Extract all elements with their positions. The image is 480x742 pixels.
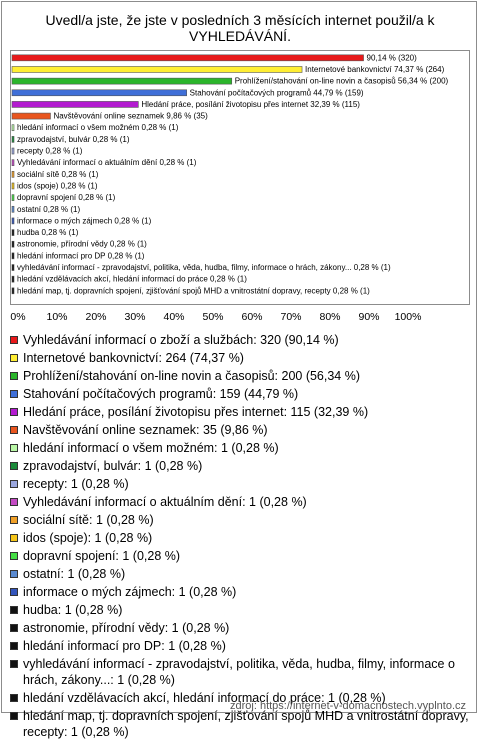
- legend-item: [10, 708, 472, 740]
- legend-swatch: [10, 516, 18, 524]
- bar-label-0: 90,14 % (320): [366, 53, 417, 63]
- bar-2: [12, 78, 232, 84]
- legend-item: [10, 494, 472, 510]
- legend-item: [10, 404, 472, 420]
- bar-label-16: astronomie, přírodní vědy 0,28 % (1): [17, 239, 147, 249]
- legend-label: Hledání práce, posílání životopisu přes internet: 115 (32,39 %): [23, 405, 369, 419]
- legend-item: [10, 620, 472, 636]
- bar-12: [12, 195, 14, 201]
- legend-swatch: [10, 390, 18, 398]
- bar-label-17: hledání informací pro DP 0,28 % (1): [17, 251, 145, 261]
- legend-item: [10, 530, 472, 546]
- x-tick-label: 100%: [394, 311, 422, 323]
- legend-label: informace o mých zájmech: 1 (0,28 %): [23, 585, 237, 599]
- bar-label-7: zpravodajství, bulvár 0,28 % (1): [17, 134, 130, 144]
- bar-label-4: Hledání práce, posílání životopisu přes internet 32,39 % (115): [141, 99, 360, 109]
- legend-item: [10, 350, 472, 366]
- bar-label-12: dopravní spojení 0,28 % (1): [17, 193, 116, 203]
- bar-label-11: idos (spoje) 0,28 % (1): [17, 181, 98, 191]
- legend-label: astronomie, přírodní vědy: 1 (0,28 %): [23, 621, 230, 635]
- bar-10: [12, 171, 14, 177]
- legend-label: Vyhledávání informací o zboží a službách: 320 (90,14 %): [23, 333, 339, 347]
- legend-label: Navštěvování online seznamek: 35 (9,86 %): [23, 423, 268, 437]
- source-note: zdroj: https://internet-v-domacnostech.vyplnto.cz: [230, 700, 466, 712]
- bar-label-6: hledání informací o všem možném 0,28 % (1): [17, 123, 179, 133]
- legend-swatch: [10, 570, 18, 578]
- legend-item: [10, 422, 472, 438]
- legend-label: Internetové bankovnictví: 264 (74,37 %): [23, 351, 244, 365]
- legend-swatch: [10, 498, 18, 506]
- legend-label: sociální sítě: 1 (0,28 %): [23, 513, 154, 527]
- legend-item: [10, 566, 472, 582]
- legend-item: [10, 368, 472, 384]
- legend-swatch: [10, 712, 18, 720]
- legend-swatch: [10, 462, 18, 470]
- bar-14: [12, 218, 14, 224]
- legend-label: Vyhledávání informací o aktuálním dění: 1 (0,28 %): [23, 495, 307, 509]
- bar-9: [12, 160, 14, 166]
- bar-16: [12, 241, 14, 247]
- legend-swatch: [10, 534, 18, 542]
- bar-18: [12, 265, 14, 271]
- legend-label: recepty: 1 (0,28 %): [23, 477, 129, 491]
- bar-chart: [0, 0, 480, 330]
- x-tick-label: 80%: [319, 311, 341, 323]
- legend-swatch: [10, 660, 18, 668]
- bar-5: [12, 113, 50, 119]
- legend-label: zpravodajství, bulvár: 1 (0,28 %): [23, 459, 203, 473]
- bar-label-15: hudba 0,28 % (1): [17, 228, 79, 238]
- bar-label-5: Navštěvování online seznamek 9,86 % (35): [53, 111, 208, 121]
- legend-label: Stahování počítačových programů: 159 (44,79 %): [23, 387, 299, 401]
- legend-label: ostatní: 1 (0,28 %): [23, 567, 126, 581]
- legend-swatch: [10, 606, 18, 614]
- legend-label: Prohlížení/stahování on-line novin a časopisů: 200 (56,34 %): [23, 369, 361, 383]
- x-tick-label: 10%: [46, 311, 68, 323]
- bar-1: [12, 66, 302, 72]
- bar-19: [12, 276, 14, 282]
- legend-item: [10, 332, 472, 348]
- legend-swatch: [10, 588, 18, 596]
- legend-label: hudba: 1 (0,28 %): [23, 603, 123, 617]
- legend-item: [10, 476, 472, 492]
- legend-swatch: [10, 426, 18, 434]
- legend-label: idos (spoje): 1 (0,28 %): [23, 531, 153, 545]
- legend-swatch: [10, 694, 18, 702]
- x-tick-label: 90%: [358, 311, 380, 323]
- legend-swatch: [10, 408, 18, 416]
- bar-label-3: Stahování počítačových programů 44,79 % (159): [189, 88, 364, 98]
- legend-item: [10, 656, 472, 688]
- bar-3: [12, 90, 187, 96]
- bar-7: [12, 136, 14, 142]
- legend-label: vyhledávání informací - zpravodajství, politika, věda, hudba, filmy, informace o hrách, zákony...: 1 (0,28 %): [23, 657, 455, 687]
- legend-item: [10, 440, 472, 456]
- legend-item: [10, 458, 472, 474]
- bar-label-18: vyhledávání informací - zpravodajství, politika, věda, hudba, filmy, informace o hrách, zákony... 0,28 % (1): [17, 263, 391, 273]
- x-tick-label: 70%: [280, 311, 302, 323]
- bar-label-14: informace o mých zájmech 0,28 % (1): [17, 216, 152, 226]
- legend-swatch: [10, 480, 18, 488]
- legend-swatch: [10, 336, 18, 344]
- bar-label-1: Internetové bankovnictví 74,37 % (264): [305, 64, 445, 74]
- legend-item: [10, 386, 472, 402]
- bar-13: [12, 206, 14, 212]
- x-tick-label: 50%: [202, 311, 224, 323]
- legend-swatch: [10, 372, 18, 380]
- legend-swatch: [10, 444, 18, 452]
- legend-label: dopravní spojení: 1 (0,28 %): [23, 549, 181, 563]
- legend-label: hledání informací pro DP: 1 (0,28 %): [23, 639, 226, 653]
- bar-15: [12, 230, 14, 236]
- bar-label-20: hledání map, tj. dopravních spojení, zjišťování spojů MHD a vnitrostátní dopravy, recepty 0,28 % (1): [17, 286, 370, 296]
- bar-4: [12, 101, 138, 107]
- x-tick-label: 0%: [10, 311, 26, 323]
- legend-label: hledání informací o všem možném: 1 (0,28 %): [23, 441, 279, 455]
- bar-label-9: Vyhledávání informací o aktuálním dění 0,28 % (1): [17, 158, 197, 168]
- legend-label: hledání map, tj. dopravních spojení, zjišťování spojů MHD a vnitrostátní dopravy, recepty: 1 (0,28 %): [23, 709, 469, 739]
- legend-item: [10, 602, 472, 618]
- bar-17: [12, 253, 14, 259]
- bar-20: [12, 288, 14, 294]
- legend-item: [10, 638, 472, 654]
- x-tick-label: 60%: [241, 311, 263, 323]
- legend-swatch: [10, 624, 18, 632]
- legend-item: [10, 584, 472, 600]
- bar-0: [12, 55, 364, 61]
- legend-label: hledání vzdělávacích akcí, hledání informací do práce: 1 (0,28 %): [23, 691, 386, 705]
- bar-label-10: sociální sítě 0,28 % (1): [17, 169, 99, 179]
- legend-swatch: [10, 354, 18, 362]
- x-tick-label: 30%: [124, 311, 146, 323]
- legend-item: [10, 512, 472, 528]
- bar-label-13: ostatní 0,28 % (1): [17, 204, 81, 214]
- bar-label-2: Prohlížení/stahování on-line novin a časopisů 56,34 % (200): [234, 76, 449, 86]
- bar-label-8: recepty 0,28 % (1): [17, 146, 83, 156]
- legend: [10, 332, 472, 742]
- bar-8: [12, 148, 14, 154]
- x-tick-label: 40%: [163, 311, 185, 323]
- bar-11: [12, 183, 14, 189]
- chart-title: Uvedl/a jste, že jste v posledních 3 měsících internet použil/a k VYHLEDÁVÁNÍ.: [45, 12, 435, 44]
- legend-swatch: [10, 552, 18, 560]
- bar-6: [12, 125, 14, 131]
- x-tick-label: 20%: [85, 311, 107, 323]
- legend-item: [10, 548, 472, 564]
- bar-label-19: hledání vzdělávacích akcí, hledání informací do práce 0,28 % (1): [17, 274, 247, 284]
- legend-swatch: [10, 642, 18, 650]
